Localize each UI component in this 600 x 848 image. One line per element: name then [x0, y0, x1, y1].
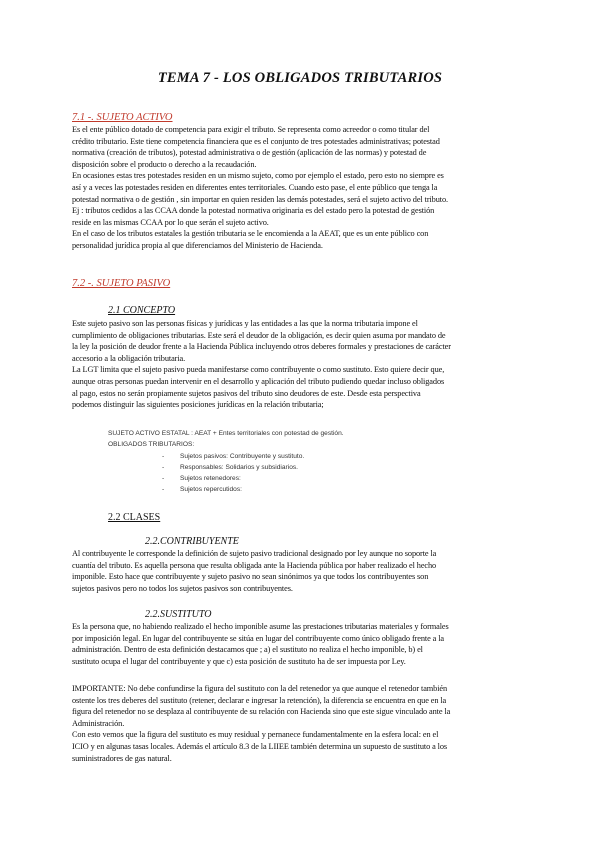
summary-line-obligados: OBLIGADOS TRIBUTARIOS:	[108, 441, 195, 449]
text-line: ostente los tres deberes del sustituto (retener, declarar e ingresar la retención), la diferencia se encuentra en que en la	[72, 695, 447, 705]
text-line: podemos distinguir las siguientes posiciones jurídicas en la relación tributaria;	[72, 400, 324, 410]
sujeto-pasivo-paragraph	[72, 318, 532, 411]
subheading-sustituto: 2.2.SUSTITUTO	[145, 609, 212, 620]
summary-item: - Sujetos retenedores:	[108, 473, 344, 484]
text-line: cuantía del tributo. Es aquella persona que resulta obligada ante la Hacienda pública por haber realizado el hecho	[72, 560, 437, 570]
importante-paragraph	[72, 683, 532, 764]
text-line: así y a veces las potestades residen en diferentes entes territoriales. Cuando esto pase, el ente público que tenga la	[72, 182, 438, 192]
text-line: Es el ente público dotado de competencia para exigir el tributo. Se representa como acreedor o como titular del	[72, 125, 430, 134]
sustituto-paragraph	[72, 621, 532, 667]
contribuyente-paragraph	[72, 548, 532, 594]
section-heading-sujeto-activo: 7.1 -. SUJETO ACTIVO	[72, 112, 173, 123]
page-title: TEMA 7 - LOS OBLIGADOS TRIBUTARIOS	[157, 70, 443, 86]
text-line: al pago, estos no serán propiamente sujetos pasivos del tributo sino deudores de este. Desde esta perspectiva	[72, 388, 421, 398]
text-line: la ley la posición de deudor frente a la Hacienda Pública incluyendo otros deberes formales y prestaciones de carácter	[72, 342, 451, 352]
obligados-summary	[108, 428, 344, 496]
text-line: disposición sobre el producto o derecho a la recaudación.	[72, 159, 257, 169]
text-line: suministradores de gas natural.	[72, 753, 172, 763]
text-line: normativa (creación de tributos), potestad administrativa o de gestión (aplicación de las normas) y potestad de	[72, 148, 427, 158]
text-line: Al contribuyente le corresponde la definición de sujeto pasivo tradicional designado por ley aunque no soporte la	[72, 549, 437, 558]
text-line: En ocasiones estas tres potestades residen en un mismo sujeto, como por ejemplo el estado, pero esto no siempre es	[72, 171, 444, 181]
text-line: Con esto vemos que la figura del sustituto es muy residual y pernanece fundamentalmente en la esfera local: en el	[72, 730, 439, 740]
text-line: figura del retenedor no se desplaza al contribuyente de su relación con Hacienda sino que este sigue vinculado ante la	[72, 707, 451, 717]
text-line: La LGT limita que el sujeto pasivo pueda manifestarse como contribuyente o como sustituto. Esto quiere decir que,	[72, 365, 445, 375]
section-heading-sujeto-pasivo: 7.2 -. SUJETO PASIVO	[72, 278, 171, 289]
subheading-contribuyente: 2.2.CONTRIBUYENTE	[145, 536, 239, 547]
text-line: cumplimiento de obligaciones tributarias. Este será el deudor de la obligación, es decir quien asuma por mandato de	[72, 330, 446, 340]
text-line: por imposición legal. En lugar del contribuyente se sitúa en lugar del contribuyente como único obligado frente a la	[72, 633, 445, 643]
text-line: Es la persona que, no habiendo realizado el hecho imponible asume las prestaciones tributarias materiales y formales	[72, 622, 449, 631]
text-line: IMPORTANTE: No debe confundirse la figura del sustituto con la del retenedor ya que aunque el retenedor también	[72, 684, 448, 693]
summary-item: - Sujetos pasivos: Contribuyente y sustituto.	[108, 451, 344, 462]
text-line: Ej : tributos cedidos a las CCAA donde la potestad normativa originaria es del estado pero la potestad de gestión	[72, 206, 435, 216]
summary-item: - Sujetos repercutidos:	[108, 484, 344, 495]
text-line: potestad normativa o de gestión , sin importar en quien residen las demás potestades, será el sujeto activo del tributo.	[72, 194, 449, 204]
text-line: administración. Dentro de esta definición destacamos que ; a) el sustituto no realiza el hecho imponible, b) el	[72, 645, 423, 655]
text-line: imponible. Esto hace que contribuyente y sujeto pasivo no sean sinónimos ya que todos los contribuyentes son	[72, 572, 429, 582]
text-line: ICIO y en algunas tasas locales. Además el artículo 8.3 de la LIIEE también determina un supuesto de sustituto a los	[72, 741, 448, 751]
summary-line-active: SUJETO ACTIVO ESTATAL : AEAT + Entes territoriales con potestad de gestión.	[108, 430, 344, 437]
text-line: crédito tributario. Este tiene competencia financiera que es el conjunto de tres potestades administrativas; potestad	[72, 136, 440, 146]
subheading-concepto: 2.1 CONCEPTO	[108, 305, 176, 316]
text-line: aunque otras personas puedan intervenir en el desarrollo y aplicación del tributo pudiendo quedar incluso obligados	[72, 376, 445, 386]
text-line: sustituto ocupa el lugar del contribuyente y que c) esta posición de sustituto ha de ser impuesta por Ley.	[72, 656, 406, 666]
text-line: Este sujeto pasivo son las personas físicas y jurídicas y las entidades a las que la norma tributaria impone el	[72, 319, 418, 328]
text-line: personalidad jurídica propia al que diferenciamos del Ministerio de Hacienda.	[72, 240, 323, 250]
text-line: reside en las mismas CCAA por lo que serán el sujeto activo.	[72, 217, 269, 227]
text-line: En el caso de los tributos estatales la gestión tributaria se le encomienda a la AEAT, que es un ente público con	[72, 229, 429, 239]
sujeto-activo-paragraph	[72, 124, 532, 252]
text-line: Administración.	[72, 718, 125, 728]
text-line: sujetos pasivos pero no todos los sujetos pasivos son contribuyentes.	[72, 583, 293, 593]
subheading-clases: 2.2 CLASES	[108, 512, 161, 523]
summary-item: - Responsables: Solidarios y subsidiarios.	[108, 462, 344, 473]
text-line: accesorio a la obligación tributaria.	[72, 353, 186, 363]
